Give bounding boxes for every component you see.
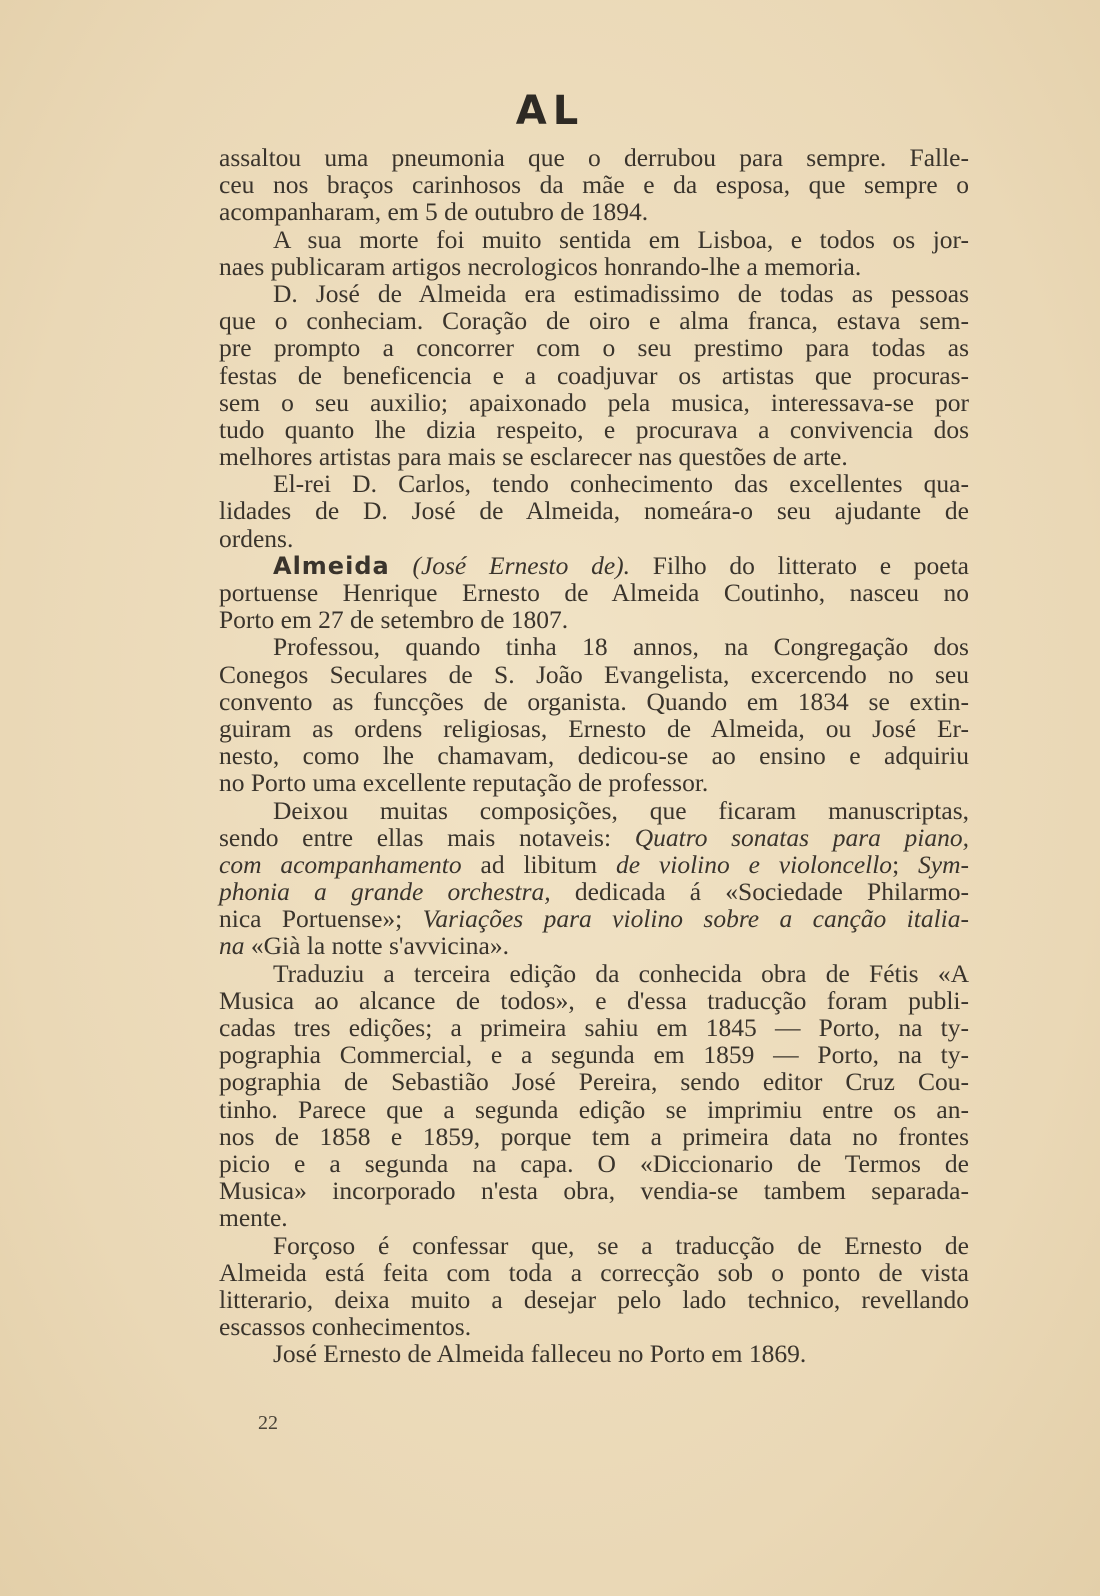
work-title: com acompanhamento [219, 849, 462, 879]
text-line: A sua morte foi muito sentida em Lisboa, e todos os jor- [273, 224, 969, 254]
work-title: na [219, 931, 245, 961]
text-line: Almeida está feita com toda a correcção sob o ponto de vista [219, 1257, 969, 1287]
text-line: Professou, quando tinha 18 annos, na Congregação dos [273, 632, 969, 662]
text-line: com acompanhamento ad libitum de violino e violoncello; Sym- [219, 849, 969, 879]
text-line: nos de 1858 e 1859, porque tem a primeira data no frontes [219, 1121, 969, 1151]
text-line: escassos conhecimentos. [219, 1312, 472, 1342]
entry-name-detail: (José Ernesto de). [412, 550, 631, 580]
entry-heading-line [219, 552, 969, 579]
text-line: sendo entre ellas mais notaveis: Quatro sonatas para piano, [219, 822, 970, 852]
signature-mark: 22 [258, 1412, 278, 1434]
text-line: pre prompto a concorrer com o seu prestimo para todas as [219, 333, 969, 363]
text-line: convento as funcções de organista. Quando em 1834 se extin- [219, 686, 969, 716]
text-line: tudo quanto lhe dizia respeito, e procurava a convivencia dos [219, 414, 969, 444]
text-line: no Porto uma excellente reputação de professor. [219, 768, 709, 798]
text-line: mente. [219, 1203, 288, 1233]
text-line: sem o seu auxilio; apaixonado pela musica, interessava-se por [219, 387, 969, 417]
text-line: José Ernesto de Almeida falleceu no Porto em 1869. [273, 1339, 807, 1369]
text-line: Deixou muitas composições, que ficaram manuscriptas, [273, 795, 969, 825]
text-line: que o conheciam. Coração de oiro e alma franca, estava sem- [219, 306, 969, 336]
text-line: nica Portuense»; Variações para violino sobre a canção italia- [219, 904, 969, 934]
text-line: D. José de Almeida era estimadissimo de todas as pessoas [273, 278, 969, 308]
text-line: phonia a grande orchestra, dedicada á «Sociedade Philarmo- [219, 877, 970, 907]
work-title: Quatro sonatas para piano, [634, 822, 970, 852]
work-title: Sym- [918, 849, 969, 879]
work-title: Variações para violino sobre a canção italia- [422, 904, 969, 934]
text-line: cadas tres edições; a primeira sahiu em 1845 — Porto, na ty- [219, 1013, 969, 1042]
text-line: picio e a segunda na capa. O «Diccionario de Termos de [219, 1148, 969, 1178]
text-line: Porto em 27 de setembro de 1807. [219, 605, 569, 635]
text-line: Conegos Seculares de S. João Evangelista, excercendo no seu [219, 659, 969, 689]
text-line: Traduziu a terceira edição da conhecida obra de Fétis «A [273, 958, 969, 988]
text-line: Musica» incorporado n'esta obra, vendia-se tambem separada- [219, 1176, 969, 1206]
text-line: pographia Commercial, e a segunda em 1859 — Porto, na ty- [219, 1040, 969, 1070]
text-line: melhores artistas para mais se esclarecer nas questões de arte. [219, 442, 848, 472]
text-line: ceu nos braços carinhosos da mãe e da esposa, que sempre o [219, 170, 969, 200]
text-line: El-rei D. Carlos, tendo conhecimento das excellentes qua- [273, 469, 969, 499]
body-text [219, 144, 969, 1367]
text-line: litterario, deixa muito a desejar pelo lado technico, revellando [219, 1284, 969, 1314]
text-line: naes publicaram artigos necrologicos honrando-lhe a memoria. [219, 251, 862, 281]
work-title: phonia a grande orchestra, [219, 877, 551, 907]
text-line: nesto, como lhe chamavam, dedicou-se ao ensino e adquiriu [219, 741, 969, 771]
text-line: portuense Henrique Ernesto de Almeida Coutinho, nasceu no [219, 578, 969, 607]
text-line: lidades de D. José de Almeida, nomeára-o seu ajudante de [219, 496, 969, 526]
entry-intro: Filho do litterato e poeta [652, 550, 970, 580]
text-line: ordens. [219, 523, 294, 553]
text-line: festas de beneficencia e a coadjuvar os artistas que procuras- [219, 360, 969, 390]
text-line: assaltou uma pneumonia que o derrubou para sempre. Falle- [219, 143, 969, 172]
text-line: tinho. Parece que a segunda edição se imprimiu entre os an- [219, 1094, 969, 1124]
text-line: guiram as ordens religiosas, Ernesto de Almeida, ou José Er- [219, 713, 969, 743]
text-line: na «Già la notte s'avvicina». [219, 931, 509, 961]
work-title: de violino e violoncello [615, 849, 893, 879]
entry-name: Almeida [273, 551, 390, 580]
running-header: AL [515, 88, 585, 134]
text-line: acompanharam, em 5 de outubro de 1894. [219, 197, 649, 227]
text-line: Forçoso é confessar que, se a traducção de Ernesto de [273, 1230, 969, 1260]
text-line: Musica ao alcance de todos», e d'essa traducção foram publi- [219, 985, 969, 1015]
text-line: pographia de Sebastião José Pereira, sendo editor Cruz Cou- [219, 1067, 969, 1097]
